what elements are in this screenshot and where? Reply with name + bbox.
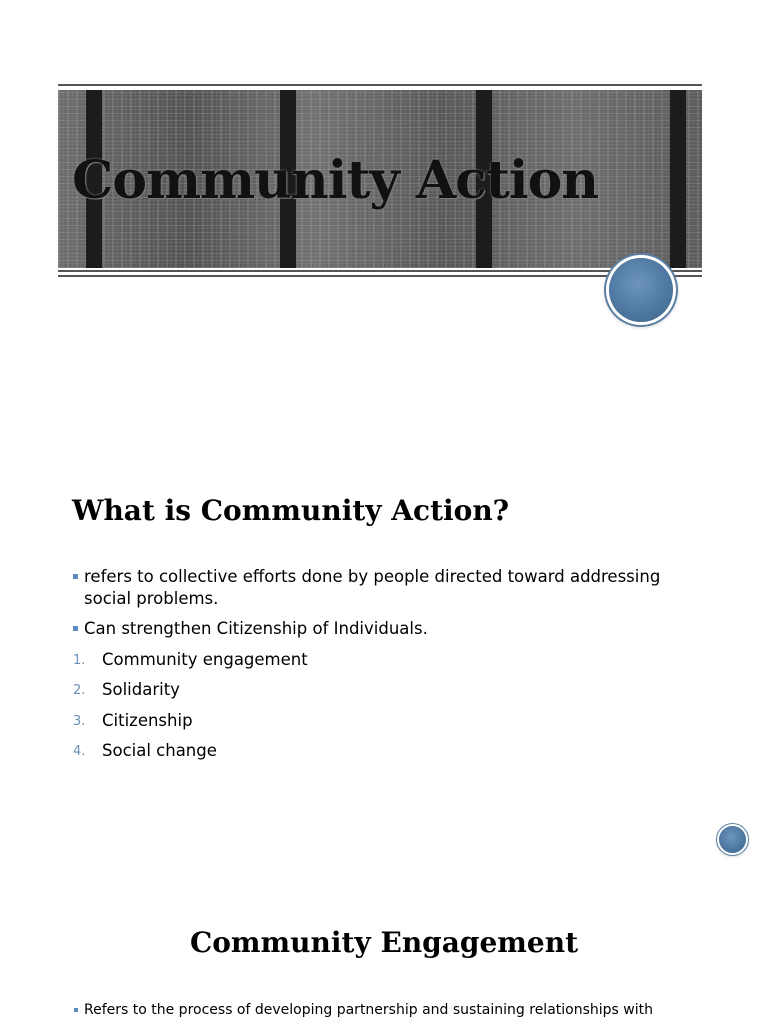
item-text: Citizenship	[102, 710, 193, 730]
section-heading: Community Engagement	[189, 926, 579, 959]
item-text: Community engagement	[102, 650, 308, 669]
bullet-item	[74, 1000, 714, 1020]
item-number: 1.	[73, 653, 86, 668]
section-heading: What is Community Action?	[72, 494, 510, 527]
item-number: 3.	[73, 713, 86, 729]
banner-band	[670, 90, 686, 268]
title-banner	[58, 84, 702, 278]
circle-badge-icon	[609, 258, 673, 322]
banner-top-rule	[58, 84, 702, 86]
slide-title: Community Action	[72, 150, 599, 211]
item-text: Solidarity	[102, 680, 180, 700]
bullet-text: Refers to the process of developing partnership and sustaining relationships with	[84, 1002, 653, 1018]
item-text: Social change	[102, 740, 217, 760]
bullet-square-icon	[74, 1008, 78, 1012]
item-number: 2.	[73, 683, 86, 699]
bullet-text: refers to collective efforts done by people directed toward addressing social problems.	[84, 567, 661, 608]
bullet-square-icon	[73, 574, 78, 579]
circle-badge-icon	[719, 826, 746, 853]
item-number: 4.	[73, 743, 86, 759]
bullet-text: Can strengthen Citizenship of Individuals.	[84, 619, 428, 638]
banner-bottom-rule	[58, 275, 702, 277]
bullet-square-icon	[73, 626, 78, 631]
bullet-list	[72, 566, 692, 648]
bullet-item	[72, 566, 692, 610]
banner-bottom-rule	[58, 270, 702, 272]
bullet-item	[72, 618, 692, 640]
